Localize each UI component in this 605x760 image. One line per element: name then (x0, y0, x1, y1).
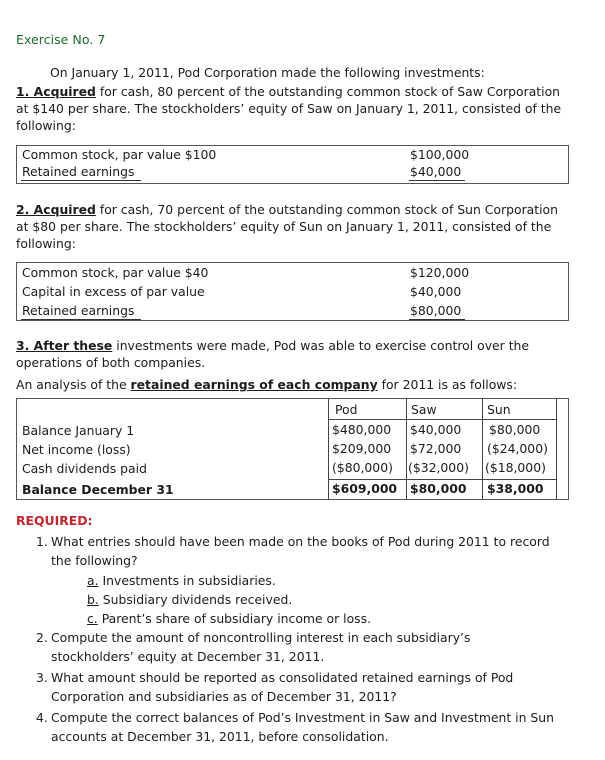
header-sun: Sun (487, 402, 511, 417)
cell-saw-net-income: $72,000 (410, 441, 462, 456)
saw-equity-amount-1: $40,000 (410, 164, 462, 179)
cell-sun-balance-jan: $80,000 (489, 422, 541, 437)
analysis-post: for 2011 is as follows: (377, 377, 518, 392)
question-2-text: Compute the amount of noncontrolling interest in each subsidiary’s stockholders’ equity at December 31, 2011. (51, 630, 471, 664)
question-1-text: What entries should have been made on the books of Pod during 2011 to record the following? (51, 534, 550, 568)
saw-equity-amount-0: $100,000 (410, 147, 470, 162)
question-3-number: 3. (36, 670, 48, 685)
item-1-paragraph (16, 83, 572, 134)
subitem-b-text: Subsidiary dividends received. (98, 592, 293, 607)
sun-equity-amount-1: $40,000 (410, 284, 462, 299)
cell-pod-balance-jan: $480,000 (332, 422, 392, 437)
question-2-number: 2. (36, 630, 48, 645)
saw-amount-underline (409, 180, 465, 181)
item-1-text: for cash, 80 percent of the outstanding common stock of Saw Corporation at $140 per share. The stockholders’ equity of Saw on January 1, 2011, consisted of the following: (16, 84, 562, 133)
cell-pod-net-income: $209,000 (332, 441, 392, 456)
question-1-number: 1. (36, 534, 48, 549)
header-underline (328, 419, 556, 420)
required-heading: REQUIRED: (16, 513, 93, 528)
subitem-b-letter: b. (87, 592, 99, 607)
analysis-pre: An analysis of the (16, 377, 131, 392)
item-3-paragraph (16, 337, 556, 371)
sun-equity-label-1: Capital in excess of par value (22, 284, 205, 299)
item-2-lead: 2. Acquired (16, 202, 96, 217)
question-4-number: 4. (36, 710, 48, 725)
saw-equity-label-0: Common stock, par value $100 (22, 147, 217, 162)
subitem-c (87, 610, 371, 628)
item-3-lead: 3. After these (16, 338, 113, 353)
cell-pod-dividends: ($80,000) (332, 460, 393, 475)
cell-saw-dividends: ($32,000) (408, 460, 469, 475)
sun-equity-amount-0: $120,000 (410, 265, 470, 280)
sun-equity-label-2: Retained earnings (22, 303, 135, 318)
row-label-balance-jan: Balance January 1 (22, 423, 135, 438)
saw-label-underline (21, 180, 141, 181)
cell-saw-balance-jan: $40,000 (410, 422, 462, 437)
item-1-lead: 1. Acquired (16, 84, 96, 99)
analysis-paragraph (16, 376, 572, 393)
item-2-text: for cash, 70 percent of the outstanding common stock of Sun Corporation at $80 per share. The stockholders’ equity of Sun on January 1, 2011, consisted of the following: (16, 202, 558, 251)
sun-amount-underline (409, 319, 465, 320)
subitem-a-letter: a. (87, 573, 99, 588)
row-label-net-income: Net income (loss) (22, 442, 131, 457)
intro-text: On January 1, 2011, Pod Corporation made the following investments: (50, 65, 485, 80)
sun-equity-box (16, 262, 569, 321)
subitem-a-text: Investments in subsidiaries. (98, 573, 276, 588)
saw-equity-label-1: Retained earnings (22, 164, 135, 179)
sun-equity-amount-2: $80,000 (410, 303, 462, 318)
analysis-emphasis: retained earnings of each company (130, 377, 378, 392)
header-saw: Saw (411, 402, 437, 417)
subitem-c-letter: c. (87, 611, 98, 626)
col-divider-saw (406, 399, 407, 499)
item-2-paragraph (16, 201, 572, 252)
cell-saw-balance-dec: $80,000 (410, 481, 467, 496)
exercise-title: Exercise No. 7 (16, 32, 106, 47)
sun-label-underline (21, 319, 141, 320)
cell-sun-balance-dec: $38,000 (487, 481, 544, 496)
item-3-text: investments were made, Pod was able to exercise control over the operations of both companies. (16, 338, 530, 370)
subitem-c-text: Parent’s share of subsidiary income or loss. (97, 611, 372, 626)
subitem-a (87, 572, 276, 590)
col-divider-end (556, 399, 557, 499)
question-4-text: Compute the correct balances of Pod’s Investment in Saw and Investment in Sun accounts at December 31, 2011, before consolidation. (51, 710, 554, 744)
saw-equity-box (16, 145, 569, 184)
cell-sun-net-income: ($24,000) (487, 441, 548, 456)
row-label-dividends: Cash dividends paid (22, 461, 147, 476)
subitem-b (87, 591, 292, 609)
cell-sun-dividends: ($18,000) (485, 460, 546, 475)
retained-earnings-table (16, 398, 569, 500)
header-pod: Pod (335, 402, 358, 417)
cell-pod-balance-dec: $609,000 (332, 481, 398, 496)
col-divider-pod (328, 399, 329, 499)
row-label-balance-dec: Balance December 31 (22, 482, 174, 497)
col-divider-sun (482, 399, 483, 499)
question-3-text: What amount should be reported as consolidated retained earnings of Pod Corporation and subsidiaries as of December 31, 2011? (51, 670, 514, 704)
sun-equity-label-0: Common stock, par value $40 (22, 265, 209, 280)
